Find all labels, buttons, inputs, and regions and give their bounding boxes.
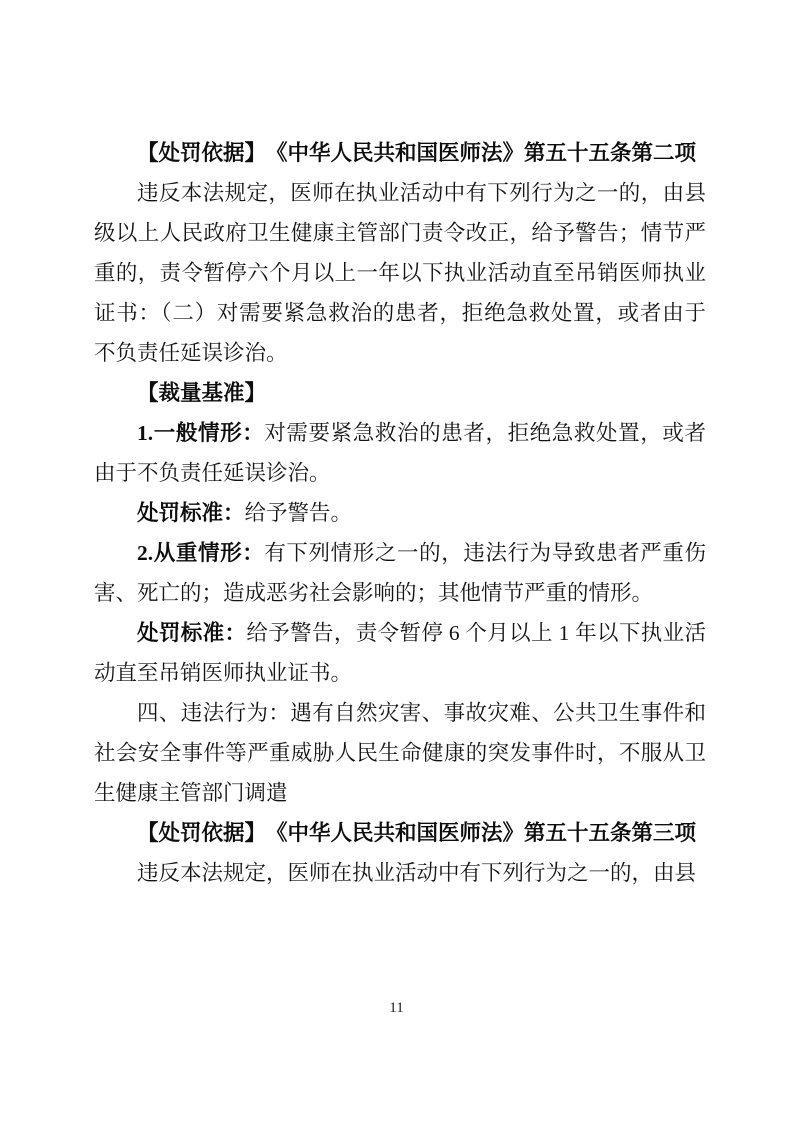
para-penalty-standard-2-label: 处罚标准：	[137, 621, 247, 645]
para-illegal-act-4: 四、违法行为：遇有自然灾害、事故灾难、公共卫生事件和社会安全事件等严重威胁人民生命健康的突发事件时，不服从卫生健康主管部门调遣	[94, 701, 706, 805]
para-aggravated-case-text: 有下列情形之一的，违法行为导致患者严重伤害、死亡的；造成恶劣社会影响的；其他情节严重的情形。	[94, 541, 706, 605]
para-general-case-label: 1.一般情形：	[137, 421, 265, 445]
para-general-case	[94, 413, 706, 493]
page-body	[94, 133, 706, 893]
para-violation-55-3: 违反本法规定，医师在执业活动中有下列行为之一的，由县	[137, 861, 697, 885]
para-penalty-standard-1-text: 给予警告。	[244, 501, 353, 525]
page-number: 11	[389, 1000, 404, 1016]
heading-discretion-standard: 【裁量基准】	[137, 381, 267, 405]
heading-penalty-basis-55-3: 【处罚依据】 《中华人民共和国医师法》第五十五条第三项	[137, 821, 697, 845]
para-general-case-text: 对需要紧急救治的患者，拒绝急救处置，或者由于不负责任延误诊治。	[94, 421, 706, 485]
para-violation-55-2: 违反本法规定，医师在执业活动中有下列行为之一的，由县级以上人民政府卫生健康主管部门责令改正，给予警告；情节严重的，责令暂停六个月以上一年以下执业活动直至吊销医师执业证书：（二）对需要紧急救治的患者，拒绝急救处置，或者由于不负责任延误诊治。	[94, 181, 706, 365]
para-aggravated-case	[94, 533, 706, 613]
para-aggravated-case-label: 2.从重情形：	[137, 541, 265, 565]
para-penalty-standard-1-label: 处罚标准：	[137, 501, 245, 525]
heading-penalty-basis-55-2: 【处罚依据】 《中华人民共和国医师法》第五十五条第二项	[137, 141, 697, 165]
para-penalty-standard-2	[94, 613, 706, 693]
para-penalty-standard-2-text: 给予警告，责令暂停 6 个月以上 1 年以下执业活动直至吊销医师执业证书。	[94, 621, 706, 685]
para-penalty-standard-1	[94, 493, 706, 533]
